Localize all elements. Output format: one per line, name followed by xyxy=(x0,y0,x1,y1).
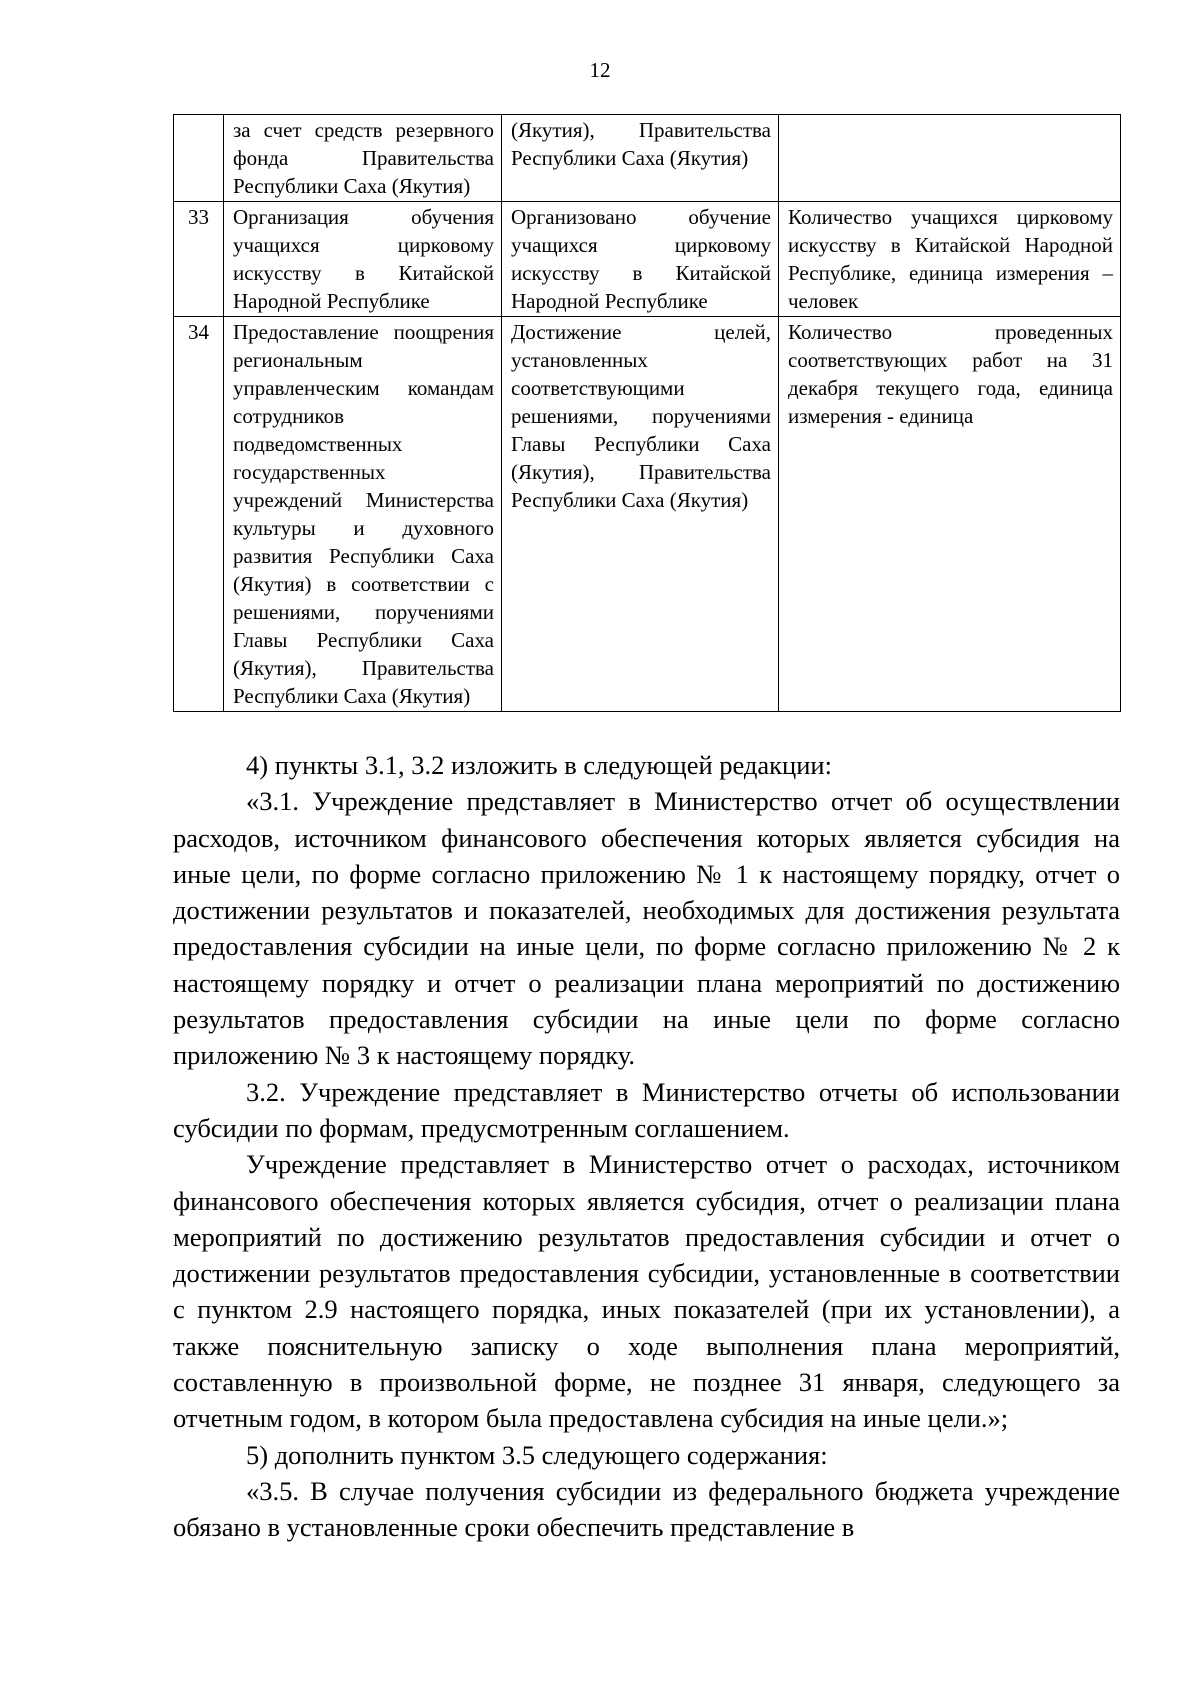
measures-table xyxy=(173,114,1121,712)
paragraph-clause-3-2: 3.2. Учреждение представляет в Министерство отчеты об использовании субсидии по формам, предусмотренным соглашением. xyxy=(173,1076,1120,1143)
table-row xyxy=(174,202,1121,317)
row-number: 34 xyxy=(174,317,224,712)
indicator-cell: Количество проведенных соответствующих работ на 31 декабря текущего года, единица измерения - единица xyxy=(779,317,1121,712)
paragraph-item-4: 4) пункты 3.1, 3.2 изложить в следующей редакции: xyxy=(246,750,832,780)
indicator-cell: Количество учащихся цирковому искусству в Китайской Народной Республике, единица измерения – человек xyxy=(779,202,1121,317)
paragraph-clause-3-5: «3.5. В случае получения субсидии из федерального бюджета учреждение обязано в установленные сроки обеспечить представление в xyxy=(173,1475,1120,1543)
paragraph-reporting: Учреждение представляет в Министерство отчет о расходах, источником финансового обеспечения которых является субсидия, отчет о реализации плана мероприятий по достижению результатов предоставления субсидии и отчет о достижении результатов предоставления субсидии, установленные в соответствии с пунктом 2.9 настоящего порядка, иных показателей (при их установлении), а также пояснительную записку о ходе выполнения плана мероприятий, составленную в произвольной форме, не позднее 31 января, следующего за отчетным годом, в котором была предоставлена субсидия на иные цели.»; xyxy=(173,1149,1120,1434)
event-cell: Предоставление поощрения региональным управленческим командам сотрудников подведомственных государственных учреждений Министерства культуры и духовного развития Республики Саха (Якутия) в соответствии с решениями, поручениями Главы Республики Саха (Якутия), Правительства Республики Саха (Якутия) xyxy=(224,317,502,712)
indicator-cell xyxy=(779,115,1121,202)
event-cell: за счет средств резервного фонда Правительства Республики Саха (Якутия) xyxy=(224,115,502,202)
table-row xyxy=(174,115,1121,202)
paragraph-clause-3-1: «3.1. Учреждение представляет в Министерство отчет об осуществлении расходов, источником финансового обеспечения которых является субсидия на иные цели, по форме согласно приложению № 1 к настоящему порядку, отчет о достижении результатов и показателей, необходимых для достижения результата предоставления субсидии на иные цели, по форме согласно приложению № 2 к настоящему порядку и отчет о реализации плана мероприятий по достижению результатов предоставления субсидии на иные цели по форме согласно приложению № 3 к настоящему порядку. xyxy=(173,786,1120,1071)
page-number: 12 xyxy=(589,58,611,82)
table-row xyxy=(174,317,1121,712)
event-cell: Организация обучения учащихся цирковому искусству в Китайской Народной Республике xyxy=(224,202,502,317)
document-body xyxy=(173,747,1120,1546)
result-cell: Организовано обучение учащихся цирковому искусству в Китайской Народной Республике xyxy=(502,202,779,317)
paragraph-item-5: 5) дополнить пунктом 3.5 следующего содержания: xyxy=(246,1439,828,1470)
result-cell: Достижение целей, установленных соответствующими решениями, поручениями Главы Республики Саха (Якутия), Правительства Республики Саха (Якутия) xyxy=(502,317,779,712)
row-number xyxy=(174,115,224,202)
result-cell: (Якутия), Правительства Республики Саха (Якутия) xyxy=(502,115,779,202)
row-number: 33 xyxy=(174,202,224,317)
